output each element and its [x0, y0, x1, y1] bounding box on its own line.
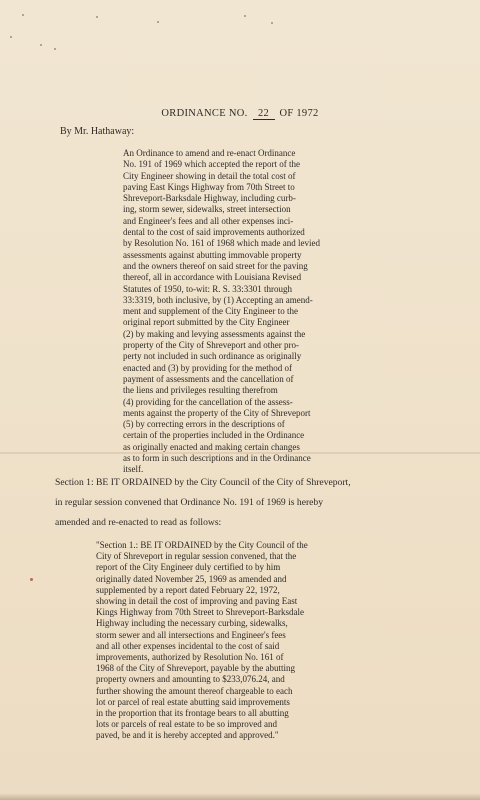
- abstract-line: and Engineer's fees and all other expenses inci-: [123, 215, 294, 226]
- abstract-line: Statutes of 1950, to-wit: R. S. 33:3301 through: [123, 283, 293, 294]
- quote-line: Highway including the necessary curbing, sidewalks,: [96, 618, 288, 629]
- quote-line: originally dated November 25, 1969 as amended and: [96, 573, 287, 584]
- abstract-line: ments against the property of the City of Shreveport: [123, 407, 311, 418]
- abstract-line: and the owners thereof on said street for the paving: [123, 260, 308, 271]
- abstract-line: as to form in such descriptions and in the Ordinance: [123, 453, 311, 464]
- abstract-line: No. 191 of 1969 which accepted the report of the: [123, 159, 300, 170]
- quote-line: in the proportion that its frontage bears to all abutting: [96, 708, 289, 719]
- abstract-line: (2) by making and levying assessments against the: [123, 328, 306, 339]
- abstract-line: perty not included in such ordinance as originally: [123, 351, 302, 362]
- quote-line: property owners and amounting to $233,076.24, and: [96, 674, 285, 685]
- abstract-line: 33:3319, both inclusive, by (1) Accepting an amend-: [123, 294, 313, 305]
- red-mark: [30, 578, 33, 581]
- quote-line: paved, be and it is hereby accepted and approved.": [96, 730, 279, 741]
- ordinance-title: [0, 108, 480, 120]
- quoted-section: [96, 540, 396, 742]
- quote-line: further showing the amount thereof chargeable to each: [96, 685, 293, 696]
- abstract-line: the liens and privileges resulting therefrom: [123, 385, 278, 396]
- abstract-line: (4) providing for the cancellation of the assess-: [123, 396, 293, 407]
- ordinance-number: 22: [253, 108, 275, 120]
- abstract-line: ing, storm sewer, sidewalks, street intersection: [123, 204, 291, 215]
- abstract-line: certain of the properties included in the Ordinance: [123, 430, 305, 441]
- abstract-line: (5) by correcting errors in the descriptions of: [123, 419, 285, 430]
- quote-line: lot or parcel of real estate abutting said improvements: [96, 696, 290, 707]
- quote-line: and all other expenses incidental to the cost of said: [96, 640, 280, 651]
- ink-speck: [157, 21, 159, 23]
- quote-line: storm sewer and all intersections and Engineer's fees: [96, 629, 286, 640]
- ink-speck: [10, 36, 12, 38]
- section-1-line: Section 1: BE IT ORDAINED by the City Council of the City of Shreveport,: [55, 477, 351, 488]
- ordinance-abstract: [123, 148, 411, 476]
- page-bottom-edge: [0, 793, 480, 800]
- abstract-line: by Resolution No. 161 of 1968 which made and levied: [123, 238, 320, 249]
- abstract-line: dental to the cost of said improvements authorized: [123, 227, 305, 238]
- abstract-line: ment and supplement of the City Engineer to the: [123, 306, 298, 317]
- quote-line: "Section 1.: BE IT ORDAINED by the City Council of the: [96, 540, 308, 550]
- abstract-line: City Engineer showing in detail the total cost of: [123, 170, 296, 181]
- abstract-line: An Ordinance to amend and re-enact Ordinance: [123, 148, 296, 158]
- section-1-line: in regular session convened that Ordinance No. 191 of 1969 is hereby: [55, 497, 324, 508]
- abstract-line: paving East Kings Highway from 70th Street to: [123, 181, 295, 192]
- abstract-line: Shreveport-Barksdale Highway, including curb-: [123, 193, 296, 204]
- sponsor-line: By Mr. Hathaway:: [60, 126, 135, 137]
- abstract-line: as originally enacted and making certain changes: [123, 441, 300, 452]
- ordinance-year: OF 1972: [279, 108, 319, 119]
- quote-line: City of Shreveport in regular session convened, that the: [96, 551, 297, 562]
- abstract-line: payment of assessments and the cancellation of: [123, 373, 294, 384]
- quote-line: improvements, authorized by Resolution No. 161 of: [96, 652, 284, 663]
- ink-speck: [40, 44, 42, 46]
- abstract-line: original report submitted by the City Engineer: [123, 317, 290, 328]
- quote-line: showing in detail the cost of improving and paving East: [96, 596, 298, 607]
- ink-speck: [54, 48, 56, 50]
- ordinance-prefix: ORDINANCE NO.: [161, 108, 248, 119]
- quote-line: Kings Highway from 70th Street to Shreveport-Barksdale: [96, 607, 304, 618]
- abstract-line: property of the City of Shreveport and other pro-: [123, 340, 299, 351]
- ink-speck: [271, 22, 273, 24]
- quote-line: report of the City Engineer duly certified to by him: [96, 562, 281, 573]
- abstract-line: thereof, all in accordance with Louisiana Revised: [123, 272, 302, 283]
- quote-line: lots or parcels of real estate to be so improved and: [96, 719, 277, 730]
- quote-line: supplemented by a report dated February 22, 1972,: [96, 584, 280, 595]
- section-1-line: amended and re-enacted to read as follows:: [55, 517, 222, 528]
- abstract-line: assessments against abutting immovable property: [123, 249, 302, 260]
- abstract-line: enacted and (3) by providing for the method of: [123, 362, 292, 373]
- quote-line: 1968 of the City of Shreveport, payable by the abutting: [96, 663, 295, 674]
- ink-speck: [96, 16, 98, 18]
- abstract-line: itself.: [123, 464, 144, 475]
- ink-speck: [244, 15, 246, 17]
- ink-speck: [22, 14, 24, 16]
